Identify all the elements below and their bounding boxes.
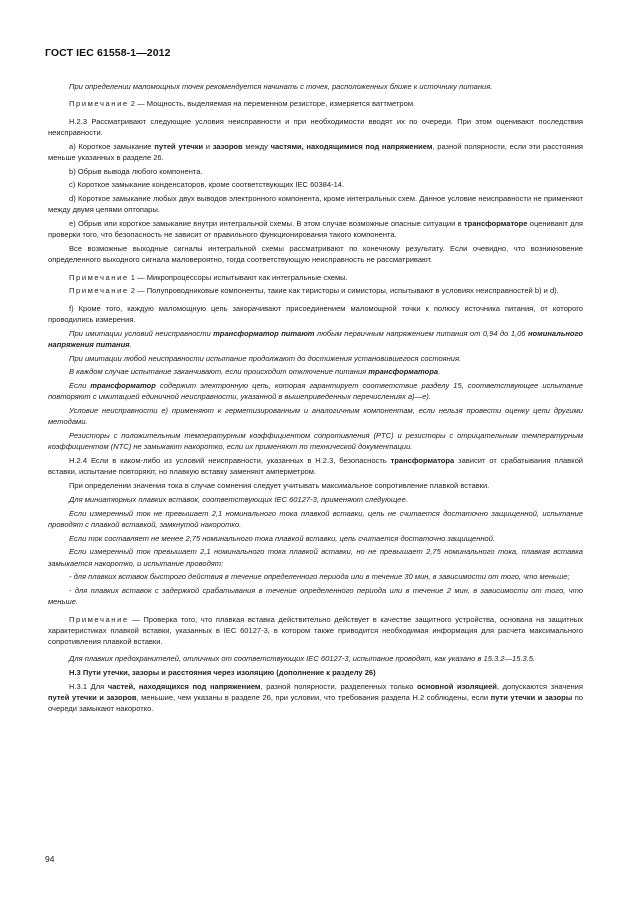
- paragraph: [48, 328, 583, 351]
- paragraph: Резисторы с положительным температурным коэффициентом сопротивления (PTC) и резисторы с отрицательным температурным коэффициентом (NTC) не замыкают накоротко, если их применяют по технической документации.: [48, 431, 583, 452]
- term: путей утечки: [154, 141, 204, 151]
- paragraph: При определении маломощных точек рекомендуется начинать с точек, расположенных ближе к источнику питания.: [69, 82, 493, 91]
- term: трансформатора: [390, 456, 455, 465]
- paragraph: Для плавких предохранителей, отличных от соответствующих IEC 60127-3, испытание проводят, как указано в 15.3.2—15.3.5.: [69, 654, 536, 664]
- paragraph: Условие неисправности e) применяют к герметизированным и аналогичным компонентам, если нельзя провести оценку цепи другими методами.: [48, 406, 583, 427]
- paragraph: [48, 380, 583, 403]
- page-body: [48, 81, 583, 717]
- list-item: - для плавких вставок с задержкой срабатывания в течение определенного периода или в течение 2 мин, в зависимости от того, что меньше.: [48, 586, 583, 607]
- paragraph: H.2.3 Рассматривают следующие условия неисправности и при необходимости вводят их по очереди. При этом оценивают последствия неисправности.: [48, 116, 583, 137]
- paragraph: [48, 681, 583, 715]
- note-paragraph: [48, 272, 583, 283]
- paragraph: Если измеренный ток не превышает 2,1 номинального тока плавкой вставки, цепь не считается достаточно защищенной, испытание проводят с плавкой вставкой, замкнутой накоротко.: [48, 508, 583, 529]
- text-run: содержит электронную цепь, которая гарантирует соответствие разделу 15, соответствующее испытание повторяют с имитацией единичной неисправности, указанной в вышеприведенных перечислениях a)—e).: [48, 381, 583, 402]
- text-run: , допускаются значения: [496, 681, 583, 691]
- paragraph: [48, 455, 583, 478]
- page-header-title: ГОСТ IEC 61558-1—2012: [45, 47, 171, 59]
- term: частей, находящихся под напряжением: [107, 681, 261, 691]
- paragraph: Если измеренный ток превышает 2,1 номинального тока плавкой вставки, но не превышает 2,75 номинального тока, плавкая вставка замыкается накоротко, и испытание проводят:: [48, 547, 583, 568]
- text-run: При имитации условий неисправности: [69, 328, 214, 338]
- list-item: b) Обрыв вывода любого компонента.: [69, 166, 203, 176]
- note-paragraph: [48, 285, 583, 296]
- term: пути утечки и зазоры: [490, 693, 573, 702]
- term: основной изоляцией: [417, 681, 497, 691]
- list-item: d) Короткое замыкание любых двух выводов электронного компонента, кроме интегральных схем. Данное условие неисправности не применяют между двумя цепями оптопары.: [48, 194, 583, 215]
- text-run: H.2.4 Если в каком-либо из условий неисправности, указанных в H.2.3, безопасность: [69, 456, 391, 465]
- term: зазоров: [212, 141, 243, 151]
- term: номинального напряжения питания: [48, 328, 583, 349]
- note-label: Примечание: [69, 99, 129, 109]
- list-item: [48, 218, 583, 241]
- text-run: , разной полярности, разделенных только: [260, 681, 418, 691]
- text-run: и: [203, 141, 213, 151]
- paragraph: Для миниатюрных плавких вставок, соответствующих IEC 60127-3, применяют следующее.: [69, 494, 408, 504]
- text-run: .: [438, 367, 441, 377]
- text-run: a) Короткое замыкание: [69, 141, 155, 151]
- note-paragraph: [48, 98, 583, 109]
- paragraph: Все возможные выходные сигналы интегральной схемы рассматривают по конечному результату. Если очевидно, что возникновение определенного выходного сигнала маловероятно, тогда соответствующую неисправность не рассматривают.: [48, 244, 583, 265]
- paragraph: При имитации любой неисправности испытание продолжают до достижения установившегося состояния.: [69, 353, 462, 363]
- list-item: c) Короткое замыкание конденсаторов, кроме соответствующих IEC 60384-14.: [69, 180, 345, 190]
- list-item: [48, 141, 583, 164]
- paragraph: При определении значения тока в случае сомнения следует учитывать максимальное сопротивление плавкой вставки.: [69, 481, 490, 490]
- term: трансформатор: [90, 381, 156, 390]
- paragraph: Если ток составляет не менее 2,75 номинального тока плавкой вставки, цепь считается достаточно защищенной.: [69, 533, 496, 543]
- note-text: 2 — Полупроводниковые компоненты, такие как тиристоры и симисторы, испытывают в условиях неисправностей b) и d).: [128, 286, 559, 296]
- note-text: — Проверка того, что плавкая вставка действительно действует в качестве защитного устройства, основана на защитных характеристиках плавкой вставки, указанных в IEC 60127-3, в котором также приводится необходимая информация для расчета максимального сопротивления плавкой вставки.: [48, 614, 583, 646]
- list-item: - для плавких вставок быстрого действия в течение определенного периода или в течение 30 мин, в зависимости от того, что меньше;: [69, 572, 570, 582]
- text-run: Если: [69, 381, 91, 390]
- text-run: по очереди замыкают накоротко.: [48, 693, 583, 714]
- text-run: e) Обрыв или короткое замыкание внутри интегральной схемы. В этом случае возможные опасные ситуации в: [69, 219, 464, 228]
- page-number: 94: [45, 854, 55, 864]
- text-run: H.3.1 Для: [69, 681, 108, 691]
- paragraph: [48, 366, 583, 377]
- term: трансформаторе: [463, 219, 528, 228]
- text-run: любым первичным напряжением питания от 0,94 до 1,06: [314, 328, 528, 338]
- term: путей утечки и зазоров: [48, 693, 137, 702]
- note-text: 1 — Микропроцессоры испытывают как интегральные схемы.: [128, 272, 348, 282]
- text-run: .: [129, 339, 132, 349]
- note-label: Примечание: [69, 286, 129, 296]
- text-run: зависит от срабатывания плавкой вставки, испытание повторяют, но плавкую вставку заменяют амперметром.: [48, 456, 583, 477]
- note-paragraph: [48, 614, 583, 648]
- note-label: Примечание: [69, 272, 129, 282]
- section-heading: H.3 Пути утечки, зазоры и расстояния через изоляцию (дополнение к разделу 26): [69, 668, 376, 677]
- text-run: между: [242, 141, 271, 151]
- text-run: , разной полярности, если эти расстояния меньше указанных в разделе 26.: [48, 141, 583, 162]
- text-run: оценивают для проверки того, что безопасность не зависит от правильного функционирования такого компонента.: [48, 219, 584, 240]
- term: трансформатора: [368, 367, 439, 377]
- text-run: , меньшие, чем указаны в разделе 26, при условии, что требования раздела H.2 соблюдены, если: [136, 693, 491, 702]
- text-run: В каждом случае испытание заканчивают, если происходит отключение питания: [69, 367, 369, 377]
- term: трансформатор питают: [213, 328, 315, 338]
- term: частями, находящимися под напряжением: [270, 141, 433, 151]
- note-label: Примечание: [69, 614, 129, 624]
- note-text: 2 — Мощность, выделяемая на переменном резисторе, измеряется ваттметром.: [128, 99, 416, 109]
- list-item: f) Кроме того, каждую маломощную цепь закорачивают присоединением маломощной точки к полюсу источника питания, от которого проводились измерения.: [48, 303, 583, 324]
